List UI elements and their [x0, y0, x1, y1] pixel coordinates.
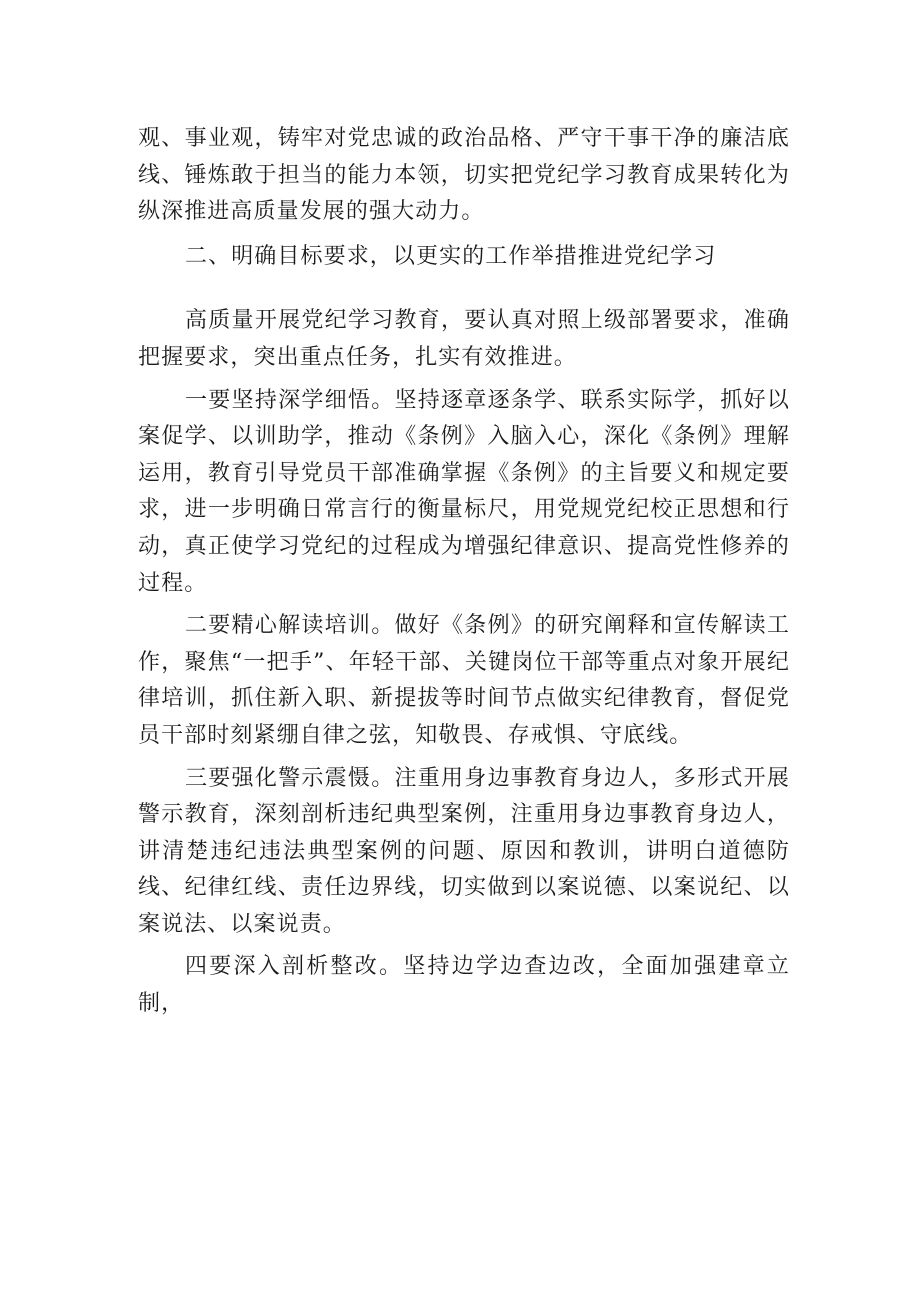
section-heading: 二、明确目标要求，以更实的工作举措推进党纪学习	[185, 243, 717, 269]
paragraph-point-1: 一要坚持深学细悟。坚持逐章逐条学、联系实际学，抓好以案促学、以训助学，推动《条例》入脑入心，深化《条例》理解运用，教育引导党员干部准确掌握《条例》的主旨要义和规定要求，进一步明确日常言行的衡量标尺，用党规党纪校正思想和行动，真正使学习党纪的过程成为增强纪律意识、提高党性修养的过程。	[138, 387, 790, 596]
document-body	[138, 121, 790, 1023]
paragraph-intro: 高质量开展党纪学习教育，要认真对照上级部署要求，准确把握要求，突出重点任务，扎实有效推进。	[138, 308, 790, 370]
paragraph-point-2: 二要精心解读培训。做好《条例》的研究阐释和宣传解读工作，聚焦“一把手”、年轻干部、关键岗位干部等重点对象开展纪律培训，抓住新入职、新提拔等时间节点做实纪律教育，督促党员干部时刻紧绷自律之弦，知敬畏、存戒惧、守底线。	[138, 613, 790, 748]
paragraph-point-4: 四要深入剖析整改。坚持边学边查边改，全面加强建章立制，	[138, 954, 790, 1017]
paragraph-point-3: 三要强化警示震慑。注重用身边事教育身边人，多形式开展警示教育，深刻剖析违纪典型案例，注重用身边事教育身边人，讲清楚违纪违法典型案例的问题、原因和教训，讲明白道德防线、纪律红线、责任边界线，切实做到以案说德、以案说纪、以案说法、以案说责。	[138, 765, 790, 937]
paragraph-continuation: 观、事业观，铸牢对党忠诚的政治品格、严守干事干净的廉洁底线、锤炼敢于担当的能力本领，切实把党纪学习教育成果转化为纵深推进高质量发展的强大动力。	[138, 126, 790, 225]
